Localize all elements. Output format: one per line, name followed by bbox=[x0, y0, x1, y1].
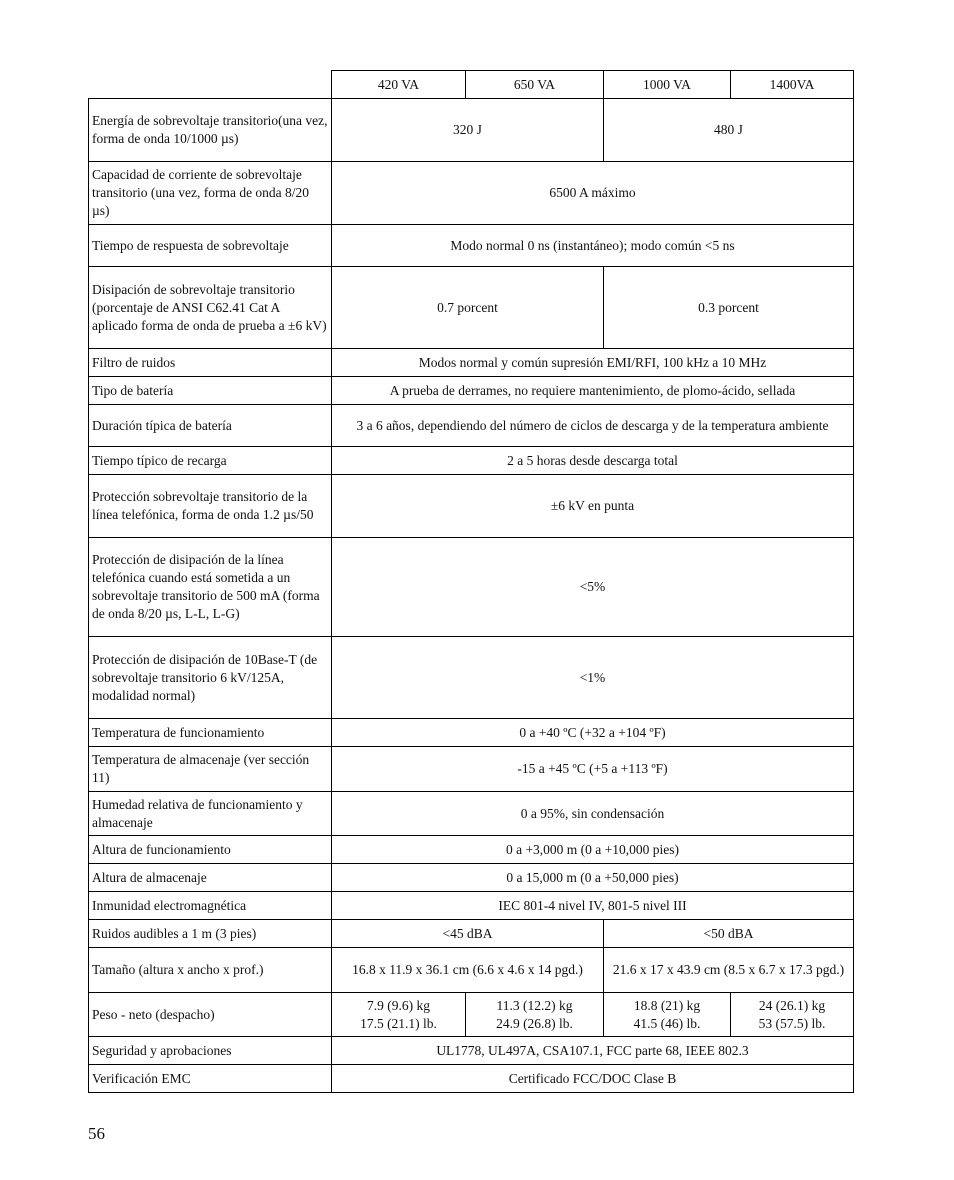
table-row bbox=[89, 447, 854, 475]
row-value: <1% bbox=[332, 637, 854, 719]
header-1000va: 1000 VA bbox=[604, 71, 731, 99]
header-1400va: 1400VA bbox=[731, 71, 854, 99]
row-value: ±6 kV en punta bbox=[332, 475, 854, 538]
table-row bbox=[89, 920, 854, 948]
table-row bbox=[89, 377, 854, 405]
row-value-line: 18.8 (21) kg bbox=[633, 997, 701, 1013]
row-label: Tipo de batería bbox=[89, 377, 332, 405]
row-label: Temperatura de funcionamiento bbox=[89, 719, 332, 747]
row-value: UL1778, UL497A, CSA107.1, FCC parte 68, IEEE 802.3 bbox=[332, 1037, 854, 1065]
row-value: -15 a +45 ºC (+5 a +113 ºF) bbox=[332, 747, 854, 792]
row-value-line: 53 (57.5) lb. bbox=[758, 1015, 826, 1031]
table-row bbox=[89, 948, 854, 993]
row-label: Ruidos audibles a 1 m (3 pies) bbox=[89, 920, 332, 948]
header-empty-cell bbox=[89, 71, 332, 99]
table-row bbox=[89, 792, 854, 836]
row-label: Verificación EMC bbox=[89, 1065, 332, 1093]
row-value: <5% bbox=[332, 538, 854, 637]
row-value: <50 dBA bbox=[604, 920, 854, 948]
row-label: Duración típica de batería bbox=[89, 405, 332, 447]
row-value bbox=[604, 993, 731, 1037]
row-value: Certificado FCC/DOC Clase B bbox=[332, 1065, 854, 1093]
table-row bbox=[89, 864, 854, 892]
table-row bbox=[89, 475, 854, 538]
row-value: 21.6 x 17 x 43.9 cm (8.5 x 6.7 x 17.3 pgd.) bbox=[604, 948, 854, 993]
header-420va: 420 VA bbox=[332, 71, 466, 99]
row-value-line: 17.5 (21.1) lb. bbox=[360, 1015, 437, 1031]
table-row bbox=[89, 162, 854, 225]
table-row bbox=[89, 267, 854, 349]
row-value: IEC 801-4 nivel IV, 801-5 nivel III bbox=[332, 892, 854, 920]
row-label: Inmunidad electromagnética bbox=[89, 892, 332, 920]
row-value: 0.3 porcent bbox=[604, 267, 854, 349]
row-value: 480 J bbox=[604, 99, 854, 162]
header-650va: 650 VA bbox=[466, 71, 604, 99]
row-value: 0 a 95%, sin condensación bbox=[332, 792, 854, 836]
row-value: 16.8 x 11.9 x 36.1 cm (6.6 x 4.6 x 14 pgd.) bbox=[332, 948, 604, 993]
row-label: Humedad relativa de funcionamiento y almacenaje bbox=[89, 792, 332, 836]
table-row bbox=[89, 1037, 854, 1065]
table-row bbox=[89, 637, 854, 719]
row-value-line: 7.9 (9.6) kg bbox=[367, 997, 430, 1013]
row-value: 3 a 6 años, dependiendo del número de ciclos de descarga y de la temperatura ambiente bbox=[332, 405, 854, 447]
row-value: 0 a +40 ºC (+32 a +104 ºF) bbox=[332, 719, 854, 747]
row-value: 0.7 porcent bbox=[332, 267, 604, 349]
row-value-line: 41.5 (46) lb. bbox=[633, 1015, 701, 1031]
row-label: Altura de funcionamiento bbox=[89, 836, 332, 864]
table-row bbox=[89, 405, 854, 447]
row-label: Protección sobrevoltaje transitorio de la línea telefónica, forma de onda 1.2 µs/50 bbox=[89, 475, 332, 538]
row-value: 0 a +3,000 m (0 a +10,000 pies) bbox=[332, 836, 854, 864]
table-row bbox=[89, 538, 854, 637]
row-value-line: 24.9 (26.8) lb. bbox=[496, 1015, 573, 1031]
row-value bbox=[466, 993, 604, 1037]
row-value: 2 a 5 horas desde descarga total bbox=[332, 447, 854, 475]
row-value: 6500 A máximo bbox=[332, 162, 854, 225]
specifications-table bbox=[88, 70, 854, 1093]
row-value: 320 J bbox=[332, 99, 604, 162]
row-value: 0 a 15,000 m (0 a +50,000 pies) bbox=[332, 864, 854, 892]
row-value: Modos normal y común supresión EMI/RFI, 100 kHz a 10 MHz bbox=[332, 349, 854, 377]
header-row bbox=[89, 71, 854, 99]
table-row bbox=[89, 747, 854, 792]
row-label: Tiempo de respuesta de sobrevoltaje bbox=[89, 225, 332, 267]
row-label: Tamaño (altura x ancho x prof.) bbox=[89, 948, 332, 993]
row-value bbox=[731, 993, 854, 1037]
row-label: Energía de sobrevoltaje transitorio(una vez, forma de onda 10/1000 µs) bbox=[89, 99, 332, 162]
row-value: A prueba de derrames, no requiere mantenimiento, de plomo-ácido, sellada bbox=[332, 377, 854, 405]
table-row bbox=[89, 836, 854, 864]
row-label: Protección de disipación de la línea telefónica cuando está sometida a un sobrevoltaje transitorio de 500 mA (forma de onda 8/20 µs, L-L, L-G) bbox=[89, 538, 332, 637]
row-label: Capacidad de corriente de sobrevoltaje transitorio (una vez, forma de onda 8/20 µs) bbox=[89, 162, 332, 225]
table-row bbox=[89, 99, 854, 162]
row-label: Temperatura de almacenaje (ver sección 11) bbox=[89, 747, 332, 792]
row-label: Peso - neto (despacho) bbox=[89, 993, 332, 1037]
table-row bbox=[89, 892, 854, 920]
row-value: <45 dBA bbox=[332, 920, 604, 948]
row-label: Tiempo típico de recarga bbox=[89, 447, 332, 475]
row-label: Altura de almacenaje bbox=[89, 864, 332, 892]
row-value-line: 24 (26.1) kg bbox=[758, 997, 826, 1013]
row-value bbox=[332, 993, 466, 1037]
row-label: Protección de disipación de 10Base-T (de sobrevoltaje transitorio 6 kV/125A, modalidad normal) bbox=[89, 637, 332, 719]
table-row bbox=[89, 225, 854, 267]
row-label: Filtro de ruidos bbox=[89, 349, 332, 377]
row-value-line: 11.3 (12.2) kg bbox=[496, 997, 573, 1013]
row-label: Disipación de sobrevoltaje transitorio (porcentaje de ANSI C62.41 Cat A aplicado forma de onda de prueba a ±6 kV) bbox=[89, 267, 332, 349]
table-row bbox=[89, 1065, 854, 1093]
table-row bbox=[89, 349, 854, 377]
page-number: 56 bbox=[88, 1124, 105, 1143]
row-value: Modo normal 0 ns (instantáneo); modo común <5 ns bbox=[332, 225, 854, 267]
table-row bbox=[89, 993, 854, 1037]
table-row bbox=[89, 719, 854, 747]
row-label: Seguridad y aprobaciones bbox=[89, 1037, 332, 1065]
